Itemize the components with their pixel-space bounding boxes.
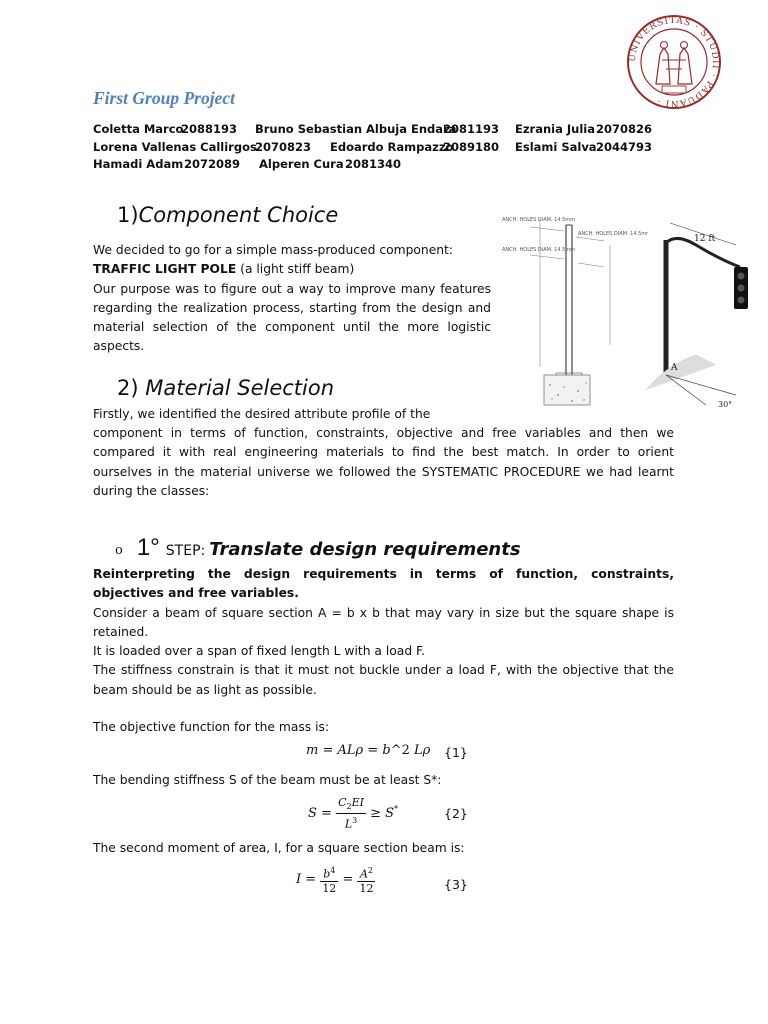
equation-1: m = ALρ = b^2 Lρ [306, 743, 431, 758]
drawing-label: ANCH. HOLES DIAM. 14.5mm [502, 217, 576, 223]
author-name: Edoardo Rampazzo [330, 139, 454, 154]
author-row [93, 121, 652, 139]
author-id: 2070826 [596, 122, 653, 136]
author-id: 2070823 [255, 139, 312, 154]
author-name: Coletta Marco [93, 122, 184, 136]
section-number: 1) [117, 203, 139, 227]
section1-body [93, 241, 491, 357]
pole-technical-drawing [500, 205, 648, 410]
section-title: Material Selection [145, 376, 335, 400]
component-desc: (a light stiff beam) [236, 262, 355, 277]
svg-text:UNIVERSITAS · STUDII · PADUANI: UNIVERSITAS · STUDII · PADUANI · [627, 15, 721, 109]
author-id: 2072089 [184, 157, 241, 171]
step1-bold-paragraph: Reinterpreting the design requirements in terms of function, constraints, objectives and free variables. [93, 567, 674, 601]
equation-2: S = $\frac{C_2EI}{L^3}$ ≥ S* [308, 796, 399, 831]
author-name: Alperen Cura [259, 157, 344, 171]
step1-heading [115, 534, 521, 562]
step-title: Translate design requirements [209, 539, 521, 560]
author-name: Eslami Salva [515, 139, 597, 154]
author-name: Lorena Vallenas Callirgos [93, 139, 257, 154]
author-name: Ezrania Julia [515, 122, 595, 136]
stiffness-paragraph: The stiffness constrain is that it must not buckle under a load F, with the objective that the beam should be as light as possible. [93, 663, 674, 697]
component-line [93, 260, 491, 279]
load-paragraph: It is loaded over a span of fixed length L with a load F. [93, 644, 426, 659]
author-id: 2081193 [443, 122, 500, 136]
bullet-icon: o [115, 543, 123, 558]
author-name: Bruno Sebastian Albuja Endara [255, 122, 457, 136]
step-number: 1° [136, 534, 160, 561]
length-label: 12 ft [694, 234, 716, 244]
beam-paragraph: Consider a beam of square section A = b x b that may vary in size but the square shape is retained. [93, 605, 674, 639]
university-seal [626, 14, 722, 110]
section2-first-line: Firstly, we identified the desired attribute profile of the [93, 407, 431, 421]
author-list [93, 121, 652, 174]
drawing-label: ANCH. HOLES DIAM. 14.5mm [502, 247, 576, 253]
section-heading-component-choice [117, 203, 338, 227]
section-number: 2) [117, 376, 139, 400]
purpose-paragraph: Our purpose was to figure out a way to improve many features regarding the realization process, starting from the design and material selection of the component until the more logistic aspects. [93, 281, 491, 354]
author-id: 2081340 [345, 157, 402, 171]
traffic-light-pole-illustration [636, 205, 752, 410]
equation-number: {3} [444, 877, 468, 892]
author-row [93, 139, 652, 157]
moment-intro: The second moment of area, I, for a square section beam is: [93, 841, 465, 855]
document-title: First Group Project [93, 88, 235, 108]
stiffness-intro: The bending stiffness S of the beam must be at least S*: [93, 773, 442, 787]
angle-label: 30° [718, 400, 733, 409]
author-id: 2044793 [596, 139, 653, 154]
component-name: TRAFFIC LIGHT POLE [93, 262, 237, 277]
equation-3: I = $\frac{b^4}{12}$ = $\frac{A^2}{12}$ [296, 866, 374, 895]
point-label: A [671, 363, 678, 373]
section2-body: component in terms of function, constraints, objective and free variables and then we compared it with real engineering materials to find the best match. In order to orient ourselves in the material universe we followed the SYSTEMATIC PROCEDURE we had learnt during the classes: [93, 426, 674, 498]
equation-number: {2} [444, 806, 468, 821]
author-id: 2088193 [181, 122, 238, 136]
intro-line: We decided to go for a simple mass-produced component: [93, 243, 454, 257]
step1-body [93, 565, 674, 700]
author-name: Hamadi Adam [93, 157, 184, 171]
author-row [93, 156, 652, 174]
equation-number: {1} [444, 745, 468, 760]
step-label: STEP: [165, 543, 206, 559]
drawing-label: ANCH. HOLES DIAM. 14.5mm [578, 231, 648, 237]
section-heading-material-selection [117, 376, 334, 400]
objective-intro: The objective function for the mass is: [93, 720, 330, 734]
author-id: 2089180 [443, 139, 500, 154]
section-title: Component Choice [138, 203, 339, 227]
